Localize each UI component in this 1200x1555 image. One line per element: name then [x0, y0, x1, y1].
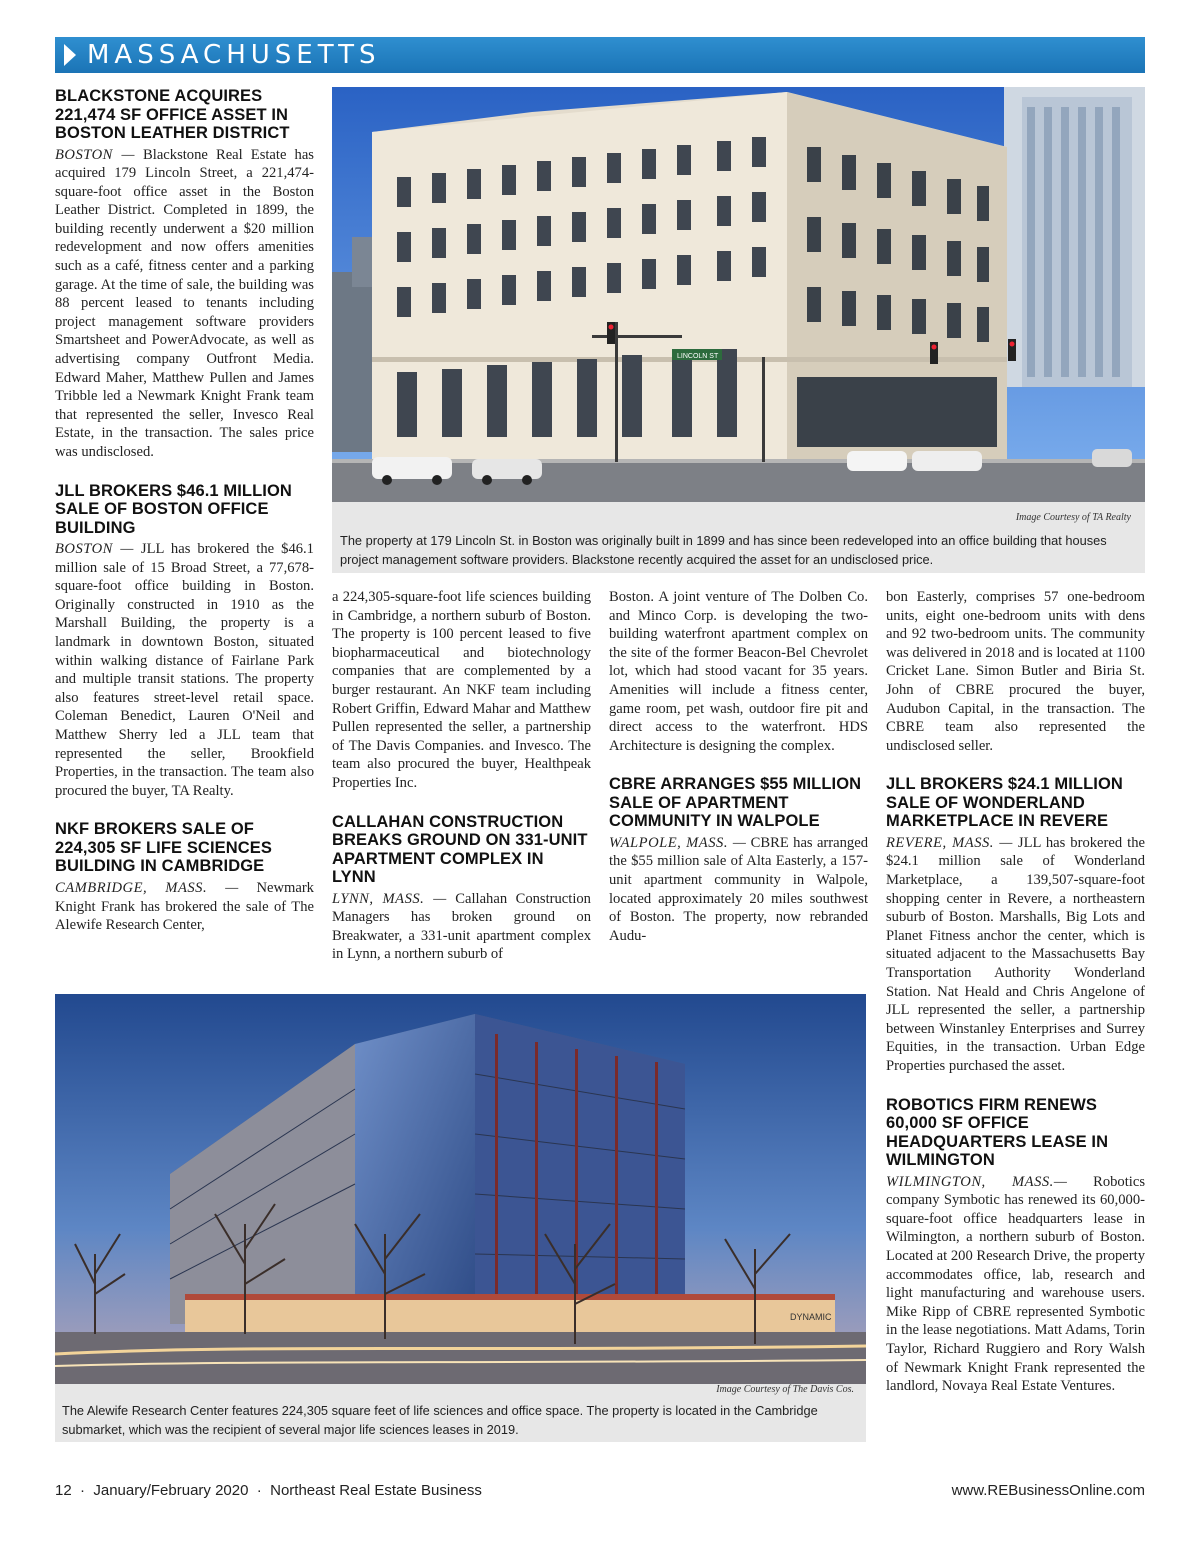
headline: CALLAHAN CONSTRUCTION BREAKS GROUND ON 331-UNIT APARTMENT COMPLEX IN LYNN	[332, 812, 588, 887]
dateline: BOSTON —	[55, 146, 135, 163]
dateline: LYNN, MASS. —	[332, 890, 447, 907]
building-sign-text: DYNAMIC	[790, 1312, 832, 1322]
body-text: Blackstone Real Estate has acquired 179 Lincoln Street, a 221,474-square-foot office asset in the Boston Leather District. Completed in 1899, the building recently underwent a $20 million redevelopment and now offers amenities such as a café, fitness center and a parking garage. At the time of sale, the building was 88 percent leased to tenants including project management software providers Smartsheet and PowerAdvocate, as well as advertising company Outfront Media. Edward Maher, Matthew Pullen and James Tribble led a Newmark Knight Frank team that represented the seller, Invesco Real Estate, in the transaction. The sales price was undisclosed.	[55, 146, 314, 460]
story-blackstone	[55, 87, 314, 462]
street-sign-text: LINCOLN ST	[677, 353, 719, 360]
section-banner	[55, 37, 1145, 73]
body-text: Robotics company Symbotic has renewed its 60,000-square-foot office headquarters lease in Wilmington, a northern suburb of Boston. Located at 200 Research Drive, the property accommodates office, lab, research and light manufacturing and warehouse users. Mike Ripp of CBRE represented Symbotic in the lease negotiations. Matt Adams, Torin Taylor, Richard Ruggiero and Rory Walsh of Newmark Knight Frank represented the landlord, Novaya Real Estate Ventures.	[886, 1173, 1145, 1395]
story-body-continued: Boston. A joint venture of The Dolben Co. and Minco Corp. is developing the two-building waterfront apartment complex on the site of the former Beacon-Bel Chevrolet lot, which had stood vacant for 35 years. Amenities will include a fitness center, game room, pet wash, outdoor fire pit and direct access to the waterfront. HDS Architecture is designing the complex.	[609, 589, 868, 754]
story-cbre-walpole	[609, 775, 868, 945]
headline: JLL BROKERS $24.1 MILLION SALE OF WONDERLAND MARKETPLACE IN REVERE	[886, 775, 1123, 831]
column-1	[55, 87, 314, 955]
story-jll-revere	[886, 775, 1145, 1075]
story-body	[55, 146, 314, 462]
headline: CBRE ARRANGES $55 MILLION SALE OF APARTMENT COMMUNITY IN WALPOLE	[609, 775, 862, 831]
footer-left: 12 · January/February 2020 · Northeast Real Estate Business	[55, 1482, 482, 1499]
alewife-photo-block	[55, 994, 866, 1442]
body-text: CBRE has arranged the $55 million sale of Alta Easterly, a 157-unit apartment community in Walpole, located approximately 20 miles southwest of Boston. The property, now rebranded Audu-	[609, 834, 868, 944]
headline: JLL BROKERS $46.1 MILLION SALE OF BOSTON OFFICE BUILDING	[55, 481, 292, 537]
story-callahan	[332, 813, 591, 964]
body-text: Callahan Construction Managers has broken ground on Breakwater, a 331-unit apartment complex in Lynn, a northern suburb of	[332, 890, 591, 963]
dateline: BOSTON —	[55, 541, 134, 558]
story-jll-broad	[55, 482, 314, 801]
lincoln-street-photo-block	[332, 87, 1145, 573]
dateline: CAMBRIDGE, MASS. —	[55, 879, 239, 896]
photo-credit: Image Courtesy of The Davis Cos.	[716, 1384, 854, 1395]
section-title: MASSACHUSETTS	[87, 40, 381, 70]
photo-caption: The property at 179 Lincoln St. in Boston was originally built in 1899 and has since been redeveloped into an office building that houses project management software providers. Blackstone recently acquired the asset for an undisclosed price.	[340, 533, 1107, 567]
story-body	[332, 890, 591, 964]
dateline: WILMINGTON, MASS.—	[886, 1173, 1068, 1190]
photo-credit: Image Courtesy of TA Realty	[1015, 512, 1131, 523]
story-body	[55, 879, 314, 935]
dateline: WALPOLE, MASS. —	[609, 834, 747, 851]
photo-caption: The Alewife Research Center features 224,305 square feet of life sciences and office space. The property is located in the Cambridge submarket, which was the recipient of several major life sciences leases in 2019.	[62, 1403, 818, 1437]
column-4	[886, 588, 1145, 1416]
headline: NKF BROKERS SALE OF 224,305 SF LIFE SCIENCES BUILDING IN CAMBRIDGE	[55, 820, 272, 876]
story-body	[609, 834, 868, 946]
story-nkf-cambridge	[55, 820, 314, 934]
story-body	[886, 1173, 1145, 1396]
story-body-continued: a 224,305-square-foot life sciences building in Cambridge, a northern suburb of Boston. The property is 100 percent leased to five biopharmaceutical and biotechnology companies that are complemented by a burger restaurant. An NKF team including Robert Griffin, Edward Mahar and Matthew Pullen represented the seller, a partnership of The Davis Companies. and Invesco. The team also procured the buyer, Healthpeak Properties Inc.	[332, 589, 591, 791]
headline: BLACKSTONE ACQUIRES 221,474 SF OFFICE ASSET IN BOSTON LEATHER DISTRICT	[55, 87, 290, 142]
headline: ROBOTICS FIRM RENEWS 60,000 SF OFFICE HEADQUARTERS LEASE IN WILMINGTON	[886, 1095, 1109, 1170]
column-3	[609, 588, 868, 965]
body-text: Newmark Knight Frank has brokered the sale of The Alewife Research Center,	[55, 879, 314, 934]
column-2	[332, 588, 591, 984]
story-body	[55, 540, 314, 800]
building-photo	[55, 994, 866, 1384]
body-text: JLL has brokered the $46.1 million sale of 15 Broad Street, a 77,678-square-foot office building in Boston. Originally constructed in 1910 as the Marshall Building, the property is a landmark in downtown Boston, situated within walking distance of Fairlane Park and multiple transit stations. The property also features street-level retail space. Coleman Benedict, Lauren O'Neil and Matthew Sherry led a JLL team that represented the seller, Brookfield Properties, in the transaction. The team also procured the buyer, TA Realty.	[55, 541, 314, 799]
building-photo	[332, 87, 1145, 502]
body-text: JLL has brokered the $24.1 million sale of Wonderland Marketplace, a 139,507-square-foot shopping center in Revere, a northeastern suburb of Boston. Marshalls, Big Lots and Planet Fitness anchor the center, which is situated adjacent to the Massachusetts Bay Transportation Authority Wonderland Station. Nat Heald and Chris Angelone of JLL represented the seller, a partnership between Winstanley Enterprises and Surrey Equities, in the transaction. Urban Edge Properties purchased the asset.	[886, 834, 1145, 1074]
story-body	[886, 834, 1145, 1076]
triangle-icon	[64, 44, 76, 66]
dateline: REVERE, MASS. —	[886, 834, 1013, 851]
footer-website-link[interactable]: www.REBusinessOnline.com	[951, 1482, 1145, 1499]
story-robotics	[886, 1096, 1145, 1396]
story-body-continued: bon Easterly, comprises 57 one-bedroom units, eight one-bedroom units with dens and 92 two-bedroom units. The community was delivered in 2018 and is located at 1100 Cricket Lane. Simon Butler and Biria St. John of CBRE procured the buyer, Audubon Capital, in the transaction. The CBRE team also represented the undisclosed seller.	[886, 589, 1145, 754]
